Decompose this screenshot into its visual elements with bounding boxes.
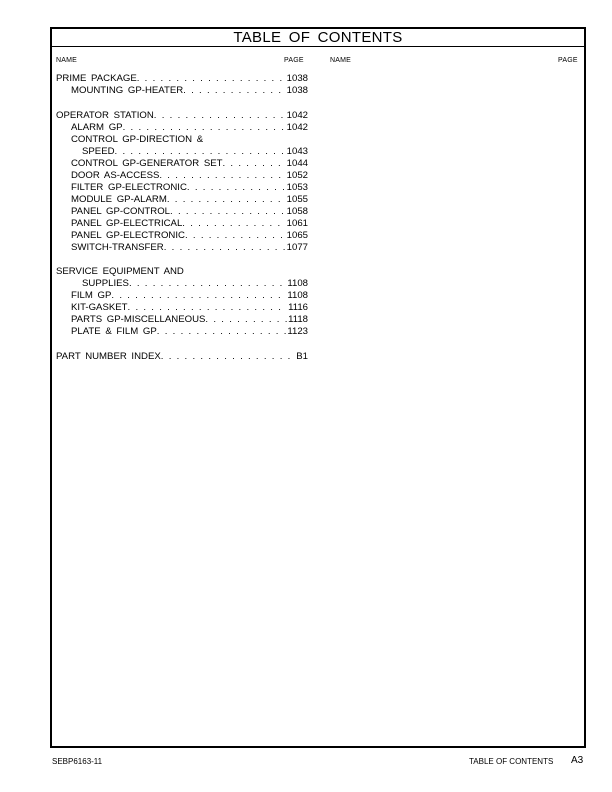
dot-leader bbox=[128, 302, 288, 314]
dot-leader bbox=[123, 122, 286, 134]
toc-entry-name: PLATE & FILM GP bbox=[71, 326, 157, 337]
toc-entry[interactable] bbox=[56, 230, 308, 242]
dot-leader bbox=[182, 218, 285, 230]
toc-entry-page: 1043 bbox=[286, 145, 308, 157]
dot-leader bbox=[161, 351, 295, 363]
page-frame bbox=[50, 27, 586, 748]
toc-entry-name: PART NUMBER INDEX bbox=[56, 350, 161, 362]
toc-entry[interactable] bbox=[56, 73, 308, 85]
toc-group bbox=[56, 110, 308, 254]
toc-entry-name: DOOR AS-ACCESS bbox=[71, 169, 160, 181]
toc-group bbox=[56, 351, 308, 363]
toc-entry[interactable] bbox=[56, 314, 308, 326]
toc-entry-name: KIT-GASKET bbox=[71, 302, 128, 313]
dot-leader bbox=[170, 206, 286, 218]
toc-entry[interactable] bbox=[56, 146, 308, 158]
toc-entry-page: 1053 bbox=[286, 181, 308, 193]
column-header-page-left: PAGE bbox=[284, 57, 304, 64]
dot-leader bbox=[129, 278, 286, 290]
toc-entry-page: 1123 bbox=[287, 326, 308, 337]
dot-leader bbox=[154, 110, 286, 122]
toc-entry[interactable] bbox=[56, 122, 308, 134]
toc-entry-page: 1052 bbox=[286, 169, 308, 181]
toc-entry-name: SERVICE EQUIPMENT AND bbox=[56, 266, 184, 277]
dot-leader bbox=[111, 290, 286, 302]
toc-entry-page: 1042 bbox=[286, 121, 308, 133]
footer-section: TABLE OF CONTENTS bbox=[469, 757, 554, 766]
toc-entry-name: CONTROL GP-GENERATOR SET bbox=[71, 157, 223, 169]
toc-entry-name: SUPPLIES bbox=[82, 278, 129, 289]
toc-group bbox=[56, 266, 308, 338]
toc-entry-page: 1118 bbox=[288, 314, 308, 325]
page-title: TABLE OF CONTENTS bbox=[52, 29, 584, 47]
footer-doc-id: SEBP6163-11 bbox=[52, 757, 103, 766]
dot-leader bbox=[159, 170, 285, 182]
toc-entry[interactable] bbox=[56, 218, 308, 230]
footer-page-number: A3 bbox=[571, 755, 584, 766]
toc-entry[interactable] bbox=[56, 302, 308, 314]
toc-entry-page: 1038 bbox=[286, 85, 308, 96]
toc-entry[interactable] bbox=[56, 194, 308, 206]
toc-entry-name: OPERATOR STATION bbox=[56, 109, 154, 121]
toc-entry-page: 1038 bbox=[286, 73, 308, 84]
toc-entry-name: PANEL GP-CONTROL bbox=[71, 205, 171, 217]
toc-entry[interactable] bbox=[56, 134, 308, 146]
toc-entry[interactable] bbox=[56, 206, 308, 218]
toc-entry[interactable] bbox=[56, 158, 308, 170]
toc-entry-name: FILTER GP-ELECTRONIC bbox=[71, 181, 187, 193]
toc-entry-page: B1 bbox=[296, 350, 308, 362]
toc-entry[interactable] bbox=[56, 182, 308, 194]
dot-leader bbox=[167, 194, 286, 206]
toc-entry-page: 1116 bbox=[288, 302, 308, 313]
toc-entry[interactable] bbox=[56, 85, 308, 97]
toc-entry[interactable] bbox=[56, 170, 308, 182]
dot-leader bbox=[222, 158, 285, 170]
toc-list bbox=[56, 73, 308, 375]
dot-leader bbox=[137, 73, 286, 85]
dot-leader bbox=[187, 182, 286, 194]
toc-entry-name: PANEL GP-ELECTRONIC bbox=[71, 229, 185, 241]
dot-leader bbox=[164, 242, 286, 254]
column-header-name-right: NAME bbox=[330, 57, 352, 64]
dot-leader bbox=[205, 314, 287, 326]
toc-entry-page: 1042 bbox=[286, 109, 308, 121]
toc-entry-name: CONTROL GP-DIRECTION & bbox=[71, 133, 204, 145]
toc-entry-name: MODULE GP-ALARM bbox=[71, 193, 167, 205]
toc-entry-page: 1044 bbox=[286, 157, 308, 169]
column-header-name-left: NAME bbox=[56, 57, 78, 64]
toc-entry[interactable] bbox=[56, 290, 308, 302]
toc-entry-name: SWITCH-TRANSFER bbox=[71, 241, 164, 253]
toc-entry[interactable] bbox=[56, 242, 308, 254]
toc-entry-page: 1061 bbox=[286, 217, 308, 229]
column-header-page-right: PAGE bbox=[558, 57, 578, 64]
toc-entry-page: 1108 bbox=[287, 278, 308, 289]
toc-entry-name: PRIME PACKAGE bbox=[56, 73, 137, 84]
toc-entry[interactable] bbox=[56, 278, 308, 290]
toc-entry[interactable] bbox=[56, 351, 308, 363]
toc-entry[interactable] bbox=[56, 110, 308, 122]
toc-group bbox=[56, 73, 308, 97]
toc-entry-page: 1065 bbox=[286, 229, 308, 241]
dot-leader bbox=[185, 230, 286, 242]
toc-entry-name: PARTS GP-MISCELLANEOUS bbox=[71, 314, 206, 325]
toc-entry-page: 1077 bbox=[286, 241, 308, 253]
dot-leader bbox=[183, 85, 286, 97]
toc-entry[interactable] bbox=[56, 326, 308, 338]
toc-entry-name: FILM GP bbox=[71, 290, 112, 301]
toc-entry-page: 1108 bbox=[287, 290, 308, 301]
toc-entry-name: SPEED bbox=[82, 145, 115, 157]
toc-entry-page: 1058 bbox=[286, 205, 308, 217]
toc-entry-page: 1055 bbox=[286, 193, 308, 205]
dot-leader bbox=[157, 326, 287, 338]
toc-entry-name: MOUNTING GP-HEATER bbox=[71, 85, 184, 96]
dot-leader bbox=[115, 146, 286, 158]
toc-entry[interactable] bbox=[56, 266, 308, 278]
toc-entry-name: ALARM GP bbox=[71, 121, 123, 133]
toc-entry-name: PANEL GP-ELECTRICAL bbox=[71, 217, 183, 229]
